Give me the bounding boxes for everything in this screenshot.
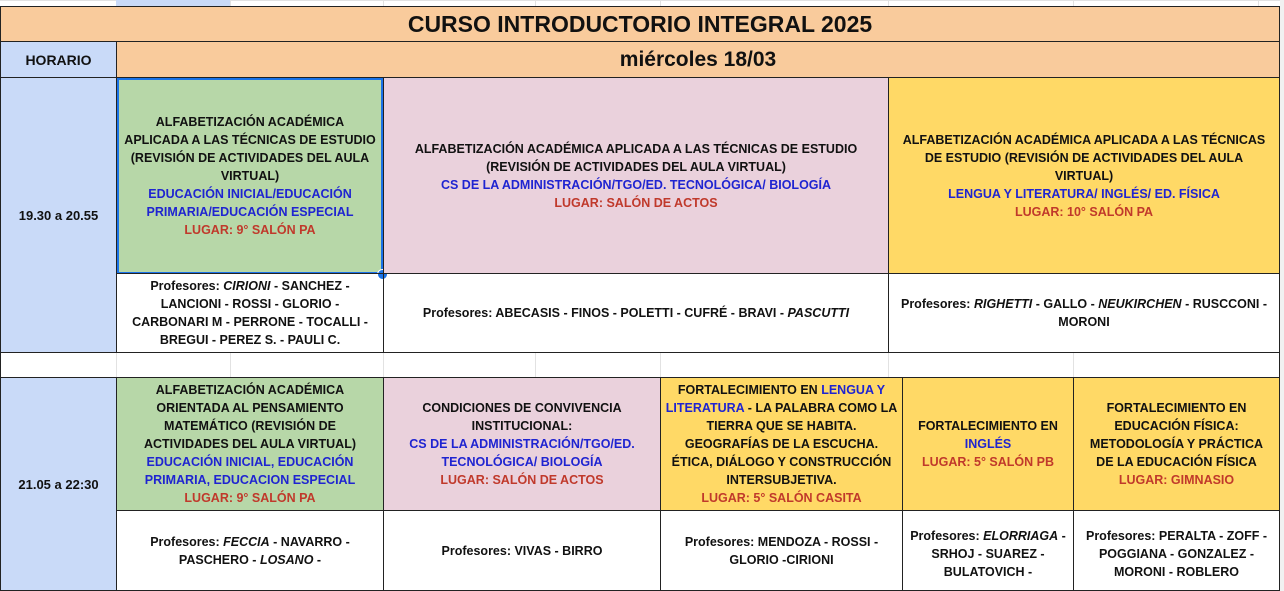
- course-cell[interactable]: [660, 377, 903, 511]
- course-cell[interactable]: [888, 77, 1280, 274]
- course-place: LUGAR: SALÓN DE ACTOS: [440, 473, 604, 487]
- professors-cell[interactable]: [888, 273, 1280, 353]
- course-cell[interactable]: [383, 77, 889, 274]
- professors-list: Profesores: MENDOZA - ROSSI - GLORIO -CIRIONI: [684, 534, 879, 567]
- course-place: LUGAR: 9° SALÓN PA: [184, 491, 316, 505]
- course-title: ALFABETIZACIÓN ACADÉMICA APLICADA A LAS TÉCNICAS DE ESTUDIO (REVISIÓN DE ACTIVIDADES DEL AULA VIRTUAL): [902, 132, 1266, 183]
- professors-text: [1080, 527, 1273, 581]
- course-content: [918, 417, 1058, 471]
- professors-cell[interactable]: [383, 273, 889, 353]
- professors-cell[interactable]: [116, 510, 384, 591]
- course-careers: EDUCACIÓN INICIAL, EDUCACIÓN PRIMARIA, EDUCACION ESPECIAL: [144, 455, 356, 487]
- day-header-cell[interactable]: [116, 41, 1280, 78]
- day-header: miércoles 18/03: [619, 47, 777, 71]
- professors-prefix: Profesores:: [150, 279, 224, 293]
- professors-prefix: Profesores:: [150, 534, 224, 549]
- course-content: [1080, 399, 1273, 489]
- course-content: [895, 131, 1273, 221]
- course-place: LUGAR: 10° SALÓN PA: [1014, 204, 1154, 219]
- course-content: [665, 381, 898, 507]
- professors-cell[interactable]: [1073, 510, 1280, 591]
- professors-list: Profesores: ABECASIS - FINOS - POLETTI - CUFRÉ - BRAVI -: [422, 306, 788, 320]
- course-content: [123, 113, 377, 239]
- professors-list: - SRHOJ - SUAREZ - BULATOVICH -: [931, 529, 1066, 579]
- professors-list: - NAVARRO - PASCHERO -: [178, 534, 350, 567]
- page-title: CURSO INTRODUCTORIO INTEGRAL 2025: [407, 10, 873, 37]
- course-careers: LENGUA Y LITERATURA/ INGLÉS/ ED. FÍSICA: [948, 186, 1220, 201]
- schedule-title-cell[interactable]: [0, 6, 1280, 42]
- professors-list: - GALLO -: [1032, 297, 1099, 311]
- course-title: FORTALECIMIENTO EN: [918, 419, 1058, 433]
- professors-text: [121, 277, 379, 349]
- professors-list: Profesores: PERALTA - ZOFF - POGGIANA - GONZALEZ - MORONI - ROBLERO: [1085, 529, 1268, 579]
- professors-cell[interactable]: [116, 273, 384, 353]
- course-careers: CS DE LA ADMINISTRACIÓN/TGO/ED. TECNOLÓGICA/ BIOLOGÍA: [409, 437, 635, 469]
- course-place: LUGAR: 9° SALÓN PA: [184, 223, 316, 237]
- course-content: [398, 399, 646, 489]
- course-title: ALFABETIZACIÓN ACADÉMICA APLICADA A LAS TÉCNICAS DE ESTUDIO (REVISIÓN DE ACTIVIDADES DEL AULA VIRTUAL): [124, 115, 376, 183]
- professors-list: Profesores: VIVAS - BIRRO: [441, 543, 603, 558]
- course-careers: LENGUA Y LITERATURA: [665, 383, 886, 415]
- horario-header-cell[interactable]: [0, 41, 117, 78]
- horario-header: HORARIO: [25, 51, 92, 68]
- course-careers: EDUCACIÓN INICIAL/EDUCACIÓN PRIMARIA/EDUCACIÓN ESPECIAL: [146, 187, 354, 219]
- course-title: ALFABETIZACIÓN ACADÉMICA ORIENTADA AL PENSAMIENTO MATEMÁTICO (REVISIÓN DE ACTIVIDADES DEL AULA VIRTUAL): [143, 383, 357, 451]
- professor-name: PASCUTTI: [787, 306, 850, 320]
- course-place: LUGAR: SALÓN DE ACTOS: [554, 195, 718, 210]
- course-cell[interactable]: [383, 377, 661, 511]
- course-cell[interactable]: [1073, 377, 1280, 511]
- course-cell[interactable]: [117, 78, 383, 274]
- course-cell[interactable]: [902, 377, 1074, 511]
- time-cell-slot-2[interactable]: [0, 377, 117, 591]
- professor-name: CIRIONI: [223, 279, 271, 293]
- professor-name: NEUKIRCHEN: [1098, 297, 1182, 311]
- professors-list: - RUSCCONI - MORONI: [1058, 297, 1268, 329]
- time-label: 19.30 a 20.55: [18, 207, 99, 223]
- course-title: FORTALECIMIENTO EN EDUCACIÓN FÍSICA: METODOLOGÍA Y PRÁCTICA DE LA EDUCACIÓN FÍSICA: [1089, 401, 1264, 469]
- course-title-part: - LA PALABRA COMO LA TIERRA QUE SE HABITA. GEOGRAFÍAS DE LA ESCUCHA. ÉTICA, DIÁLOGO Y CONSTRUCCIÓN INTERSUBJETIVA.: [671, 401, 898, 487]
- professor-name: ELORRIAGA: [983, 529, 1059, 543]
- course-title: ALFABETIZACIÓN ACADÉMICA APLICADA A LAS TÉCNICAS DE ESTUDIO (REVISIÓN DE ACTIVIDADES DEL AULA VIRTUAL): [414, 141, 858, 174]
- course-place: LUGAR: GIMNASIO: [1118, 473, 1235, 487]
- professor-name: FECCIA: [223, 534, 270, 549]
- course-title-part: FORTALECIMIENTO EN: [677, 383, 822, 397]
- professors-list: - SANCHEZ - LANCIONI - ROSSI - GLORIO - CARBONARI M - PERRONE - TOCALLI - BREGUI - PEREZ S. - PAULI C.: [132, 279, 368, 347]
- course-place: LUGAR: 5° SALÓN PB: [921, 455, 1055, 469]
- course-careers: CS DE LA ADMINISTRACIÓN/TGO/ED. TECNOLÓGICA/ BIOLOGÍA: [440, 177, 832, 192]
- professors-text: [423, 304, 849, 322]
- course-cell[interactable]: [116, 377, 384, 511]
- professor-name: LOSANO: [259, 552, 314, 567]
- course-title: CONDICIONES DE CONVIVENCIA INSTITUCIONAL:: [422, 401, 622, 433]
- professors-text: [123, 533, 377, 569]
- professors-text: [669, 533, 894, 569]
- professors-cell[interactable]: [902, 510, 1074, 591]
- course-content: [123, 381, 377, 507]
- professor-name: RIGHETTI: [973, 297, 1033, 311]
- time-cell-slot-1[interactable]: [0, 77, 117, 353]
- time-label: 21.05 a 22:30: [18, 476, 99, 492]
- professors-cell[interactable]: [383, 510, 661, 591]
- professors-text: [895, 295, 1273, 331]
- empty-row-left[interactable]: [0, 352, 1280, 378]
- professors-cell[interactable]: [660, 510, 903, 591]
- professors-text: [907, 527, 1069, 581]
- course-place: LUGAR: 5° SALÓN CASITA: [701, 491, 862, 505]
- professors-list: -: [313, 552, 322, 567]
- course-content: [408, 140, 864, 212]
- professors-prefix: Profesores:: [900, 297, 974, 311]
- professors-prefix: Profesores:: [910, 529, 984, 543]
- professors-text: [442, 542, 603, 560]
- course-careers: INGLÉS: [964, 437, 1012, 451]
